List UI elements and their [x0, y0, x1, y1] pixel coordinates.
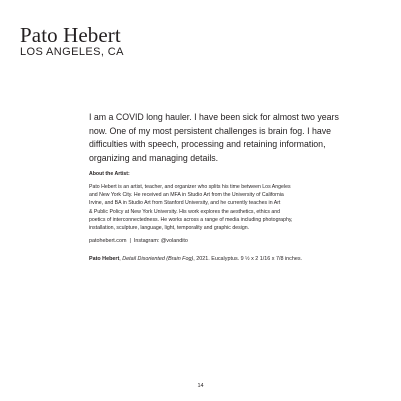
artist-name: Pato Hebert [20, 23, 121, 47]
bio-line: Pato Hebert is an artist, teacher, and organizer who splits his time between Los Angeles [89, 184, 291, 190]
artist-links [89, 238, 188, 245]
bio-line: Irvine, and BA in Studio Art from Stanford University, and he currently teaches in Art [89, 200, 281, 207]
statement-line: I am a COVID long hauler. I have been sick for almost two years [89, 112, 339, 122]
statement-line: difficulties with speech, processing and retaining information, [89, 139, 326, 149]
link-separator: | [129, 238, 131, 244]
artist-location: LOS ANGELES, CA [20, 46, 124, 58]
about-heading: About the Artist: [89, 171, 130, 177]
bio-line: and New York City. He received an MFA in Studio Art from the University of California [89, 192, 284, 199]
credit-details: , 2021. Eucalyptus. 9 ½ x 2 1/16 x 7/8 inches. [193, 256, 303, 262]
credit-title: Detail Disoriented (Brain Fog) [122, 256, 194, 262]
bio-line: poetics of interconnectedness. He works across a range of media including photography, [89, 216, 293, 223]
instagram-link[interactable]: Instagram: @volandito [133, 238, 188, 244]
artist-statement [89, 111, 389, 165]
artwork-credit: Pato Hebert, Detail Disoriented (Brain Fog), 2021. Eucalyptus. 9 ½ x 2 1/16 x 7/8 inches. [89, 256, 303, 262]
page-number: 14 [197, 383, 204, 389]
statement-line: now. One of my most persistent challenges is brain fog. I have [89, 125, 332, 136]
bio-line: installation, sculpture, language, light, temporality and graphic design. [89, 225, 250, 232]
artist-bio [89, 183, 389, 232]
statement-line: organizing and managing details. [89, 152, 219, 163]
website-link[interactable]: patohebert.com [89, 238, 127, 244]
bio-line: & Public Policy at New York University. His work explores the aesthetics, ethics and [89, 208, 281, 215]
credit-artist: Pato Hebert [89, 256, 120, 262]
